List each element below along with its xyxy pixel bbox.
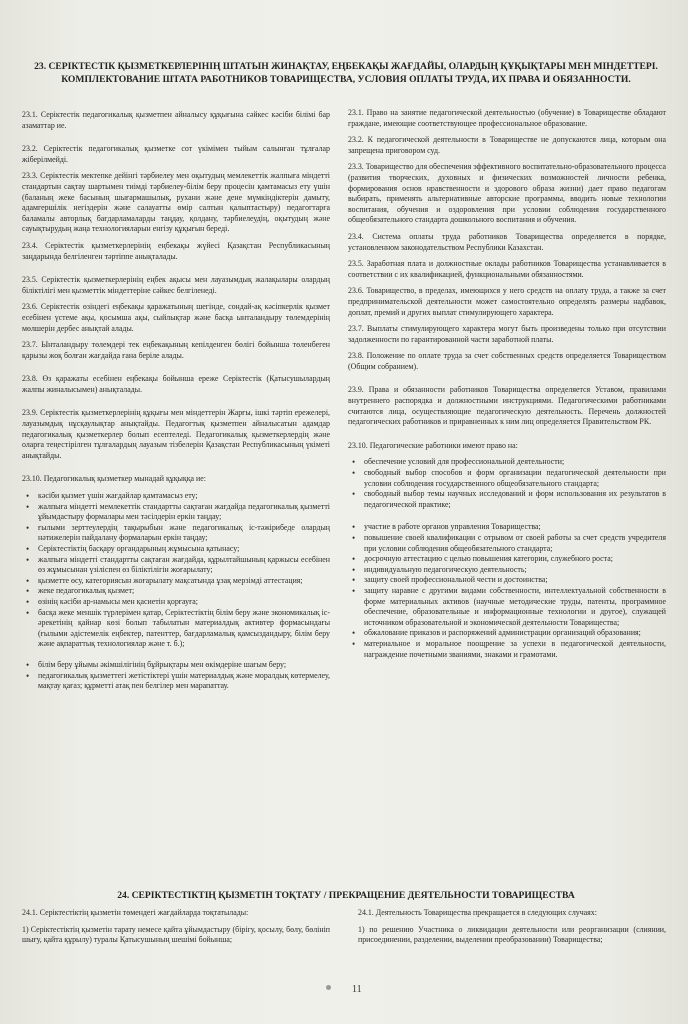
kz-paragraph-23-10: 23.10. Педагогикалық қызметкер мынадай құқыққа ие: <box>22 474 206 484</box>
ru-paragraph-23-5: 23.5. Заработная плата и должностные оклады работников Товарищества устанавливается в соответствии с их квалификацией, функциональными обязанностями. <box>348 259 666 279</box>
ru-paragraph-23-10: 23.10. Педагогические работники имеют право на: <box>348 440 518 450</box>
scan-mark <box>326 985 331 990</box>
kz-paragraph-24-1-1: 1) Серіктестіктің қызметін тарату немесе қайта ұйымдастыру (бірігу, қосылу, бөлу, бөлініп шығу, қайта құрылу) туралы Қатысушының шешімі бойынша; <box>22 924 330 945</box>
ru-paragraph-23-4: 23.4. Система оплаты труда работников Товарищества определяется в порядке, установленном законодательством Республики Казахстан. <box>348 231 666 252</box>
list-item: • свободный выбор темы научных исследований и форм использования их результатов в педагогической практике; <box>364 489 666 510</box>
section-23-heading: 23. СЕРІКТЕСТІК ҚЫЗМЕТКЕРЛЕРІНІҢ ШТАТЫН ЖИНАҚТАУ, ЕҢБЕКАҚЫ ЖАҒДАЙЫ, ОЛАРДЫҢ ҚҰҚЫҚТАРЫ МЕН МІНДЕТТЕРІ. КОМПЛЕКТОВАНИЕ ШТАТА РАБОТНИКОВ ТОВАРИЩЕСТВА, УСЛОВИЯ ОПЛАТЫ ТРУДА, ИХ ПРАВА И ОБЯЗАННОСТИ. <box>34 61 658 85</box>
kz-paragraph-23-3: 23.3. Серіктестік мектепке дейінгі тәрбиелеу мен оқытудың мемлекеттік жалпыға міндетті стандартын сақтау шартымен тиімді тәрбиелеу-білім беру процесін қамтамасыз ету үшін (баланың жеке басының шығармашылық, рухани және дене мүмкіндіктерін дамыту, адамгершілік негіздерін және салауатты өмір салтын қалыптастыру) педагогтарға баламалы авторлық бағдарламаларды таңдау, қолдану, тәрбиелеудің, оқытудың және сауықтырудың жаңа технологияларын енгізу құқығын береді. <box>22 171 330 234</box>
list-item: • свободный выбор способов и форм организации педагогической деятельности при условии соблюдения государственного общеобязательного стандарта; <box>364 468 666 489</box>
list-item: • қызметте өсу, категориясын жоғарылату мақсатында ұзақ мерзімді аттестация; <box>38 576 330 587</box>
list-item: • индивидуальную педагогическую деятельность; <box>364 565 666 576</box>
list-item: • педагогикалық қызметтегі жетістіктері үшін материалдық және моралдық көтермелеу, мақтау қағаз; құрметті атақ пен белгілер мен марапаттау. <box>38 671 330 692</box>
kazakh-column <box>22 110 330 698</box>
list-item: • ғылыми зерттеулердің тақырыбын және педагогикалық іс-тәжірибеде олардың нәтижелерін пайдалану формаларын еркін таңдау; <box>38 523 330 544</box>
list-item: • жалпыға міндетті стандартты сақтаған жағдайда, құрылтайшының қаржысы есебінен өз жұмысынан үзіліспен өз біліктілігін жоғарылату; <box>38 555 330 576</box>
russian-column-section-24 <box>358 908 666 952</box>
ru-paragraph-24-1: 24.1. Деятельность Товарищества прекращается в следующих случаях: <box>358 908 597 917</box>
kz-paragraph-23-4: 23.4. Серіктестік қызметкерлерінің еңбекақы жүйесі Қазақстан Республикасының заңдарында белгіленген тәртіппе анықталады. <box>22 240 330 261</box>
kz-rights-list-continued <box>22 660 330 692</box>
list-item: • білім беру ұйымы әкімшілігінің бұйрықтары мен өкімдеріне шағым беру; <box>38 660 330 671</box>
kz-paragraph-23-6: 23.6. Серіктестік өзіндегі еңбекақы қаражатының шегінде, сондай-ақ кәсіпкерлік қызмет есебінен үстеме ақы, қосымша ақы, сыйлықтар және басқа ынталандыру төлемдерінің мөлшерін дербес анықтай алады. <box>22 302 330 333</box>
ru-paragraph-23-6: 23.6. Товарищество, в пределах, имеющихся у него средств на оплату труда, а также за счет предпринимательской деятельности может самостоятельно определять размеры надбавок, доплат, премий и других выплат стимулирующего характера. <box>348 286 666 317</box>
ru-paragraph-24-1-1: 1) по решению Участника о ликвидации деятельности или реорганизации (слиянии, присоединении, разделении, выделении преобразовании) Товарищества; <box>358 924 666 945</box>
list-item: • Серіктестіктің басқару органдарының жұмысына қатынасу; <box>38 544 330 555</box>
list-item: • обеспечение условий для профессиональной деятельности; <box>364 457 666 468</box>
list-item: • кәсіби қызмет үшін жағдайлар қамтамасыз ету; <box>38 491 330 502</box>
page-number: 11 <box>352 984 362 995</box>
russian-column <box>348 108 666 666</box>
section-24-heading: 24. СЕРІКТЕСТІКТІҢ ҚЫЗМЕТІН ТОҚТАТУ / ПРЕКРАЩЕНИЕ ДЕЯТЕЛЬНОСТИ ТОВАРИЩЕСТВА <box>117 890 575 901</box>
list-item: • өзінің кәсіби ар-намысы мен қасиетін қорғауға; <box>38 597 330 608</box>
list-item: • материальное и моральное поощрение за успехи в педагогической деятельности, награждение почетными званиями, знаками и грамотами. <box>364 639 666 660</box>
kz-paragraph-23-8: 23.8. Өз қаражаты есебінен еңбекақы бойынша ереже Серіктестік (Қатысушылардың жалпы жиналысымен) анықталады. <box>22 374 330 394</box>
ru-paragraph-23-2: 23.2. К педагогической деятельности в Товариществе не допускаются лица, которым она запрещена приговором суд. <box>348 135 666 155</box>
list-item: • защиту наравне с другими видами собственности, интеллектуальной собственности в форме материальных активов (научные методические труды, патенты, программное обеспечение, образовательные и информационные технологии и другое), служащей источником образовательной и экономической деятельности Товарищества; <box>364 586 666 628</box>
kz-rights-list <box>22 491 330 650</box>
kz-paragraph-23-9: 23.9. Серіктестік қызметкерлерінің құқығы мен міндеттерін Жарғы, ішкі тәртіп ережелері, лауазымдық нұсқаулықтар анықтайды. Педагогтық қызметпен айналысатын адамдар педагогикалық қызметкерлер болып есептеледі. Педагогикалық қызметкерлердің және оларға теңестірілген тұлғалардың лауазым тізбелерін Қазақстан Республикасының үкіметі анықтайды. <box>22 408 330 460</box>
kz-paragraph-23-2: 23.2. Серіктестік педагогикалық қызметке сот үкімімен тыйым салынған тұлғалар жіберілмейді. <box>22 144 330 164</box>
list-item: • обжалование приказов и распоряжений администрации организаций образования; <box>364 628 666 639</box>
list-item: • жалпыға міндетті мемлекеттік стандартты сақтаған жағдайда педагогикалық қызметті ұйымдастыру формалары мен тәсілдерін еркін таңдау; <box>38 502 330 523</box>
list-item: • басқа жеке меншік түрлерімен қатар, Серіктестіктің білім беру және экономикалық іс-әрекетінің қайнар көзі болып табылатын материалдық активтер формасындағы (ғылыми әдістемелік еңбектер, патенттер, бағдарламалық қамсыздандыру, білім беру және ақпараттық технологиялар және т. б.); <box>38 608 330 650</box>
list-item: • защиту своей профессиональной чести и достоинства; <box>364 575 666 586</box>
ru-paragraph-23-7: 23.7. Выплаты стимулирующего характера могут быть произведены только при отсутствии задолженности по гарантированной части заработной платы. <box>348 324 666 344</box>
kz-paragraph-23-7: 23.7. Ынталандыру төлемдері тек еңбекақының кепілденген бөлігі бойынша төленбеген қарызы жоқ болған жағдайда ғана беріле алады. <box>22 340 330 360</box>
kz-paragraph-23-1: 23.1. Серіктестік педагогикалық қызметпен айналысу құқығына сәйкес кәсіби білімі бар азаматтар ие. <box>22 110 330 130</box>
ru-paragraph-23-9: 23.9. Права и обязанности работников Товарищества определяется Уставом, правилами внутреннего распорядка и должностными инструкциями. Педагогическими работниками считаются лица, осуществляющие педагогическую деятельность. Перечень должностей педагогических работников и приравненных к ним лиц определяется Правительством РК. <box>348 385 666 427</box>
ru-rights-list <box>348 457 666 510</box>
kazakh-column-section-24 <box>22 908 330 952</box>
ru-paragraph-23-8: 23.8. Положение по оплате труда за счет собственных средств определяется Товариществом (Общим собранием). <box>348 351 666 371</box>
ru-paragraph-23-1: 23.1. Право на занятие педагогической деятельностью (обучение) в Товариществе обладают граждане, имеющие соответствующее профессиональное образование. <box>348 108 666 128</box>
list-item: • участие в работе органов управления Товарищества; <box>364 522 666 533</box>
list-item: • досрочную аттестацию с целью повышения категории, служебного роста; <box>364 554 666 565</box>
list-item: • повышение своей квалификации с отрывом от своей работы за счет средств учредителя при условии соблюдения общеобязательного стандарта; <box>364 533 666 554</box>
list-item: • жеке педагогикалық қызмет; <box>38 586 330 597</box>
ru-paragraph-23-3: 23.3. Товарищество для обеспечения эффективного воспитательно-образовательного процесса (развития творческих, духовных и физических возможностей личности ребенка, формирования основ нравственности и здорового образа жизни) дает право педагогам выбирать, применять альтернативные авторские программы, вводить новые технологии воспитания, обучения и оздоровления при условии соблюдения государственного общеобязательного стандарта дошкольного воспитания и обучения. <box>348 162 666 225</box>
kz-paragraph-24-1: 24.1. Серіктестіктің қызметін төмендегі жағдайларда тоқтатылады: <box>22 908 249 917</box>
kz-paragraph-23-5: 23.5. Серіктестік қызметкерлерінің еңбек ақысы мен лауазымдық жалақылары олардың біліктілігі мен қызметтік міндеттеріне сәйкес белгіленеді. <box>22 275 330 295</box>
ru-rights-list-continued <box>348 522 666 660</box>
